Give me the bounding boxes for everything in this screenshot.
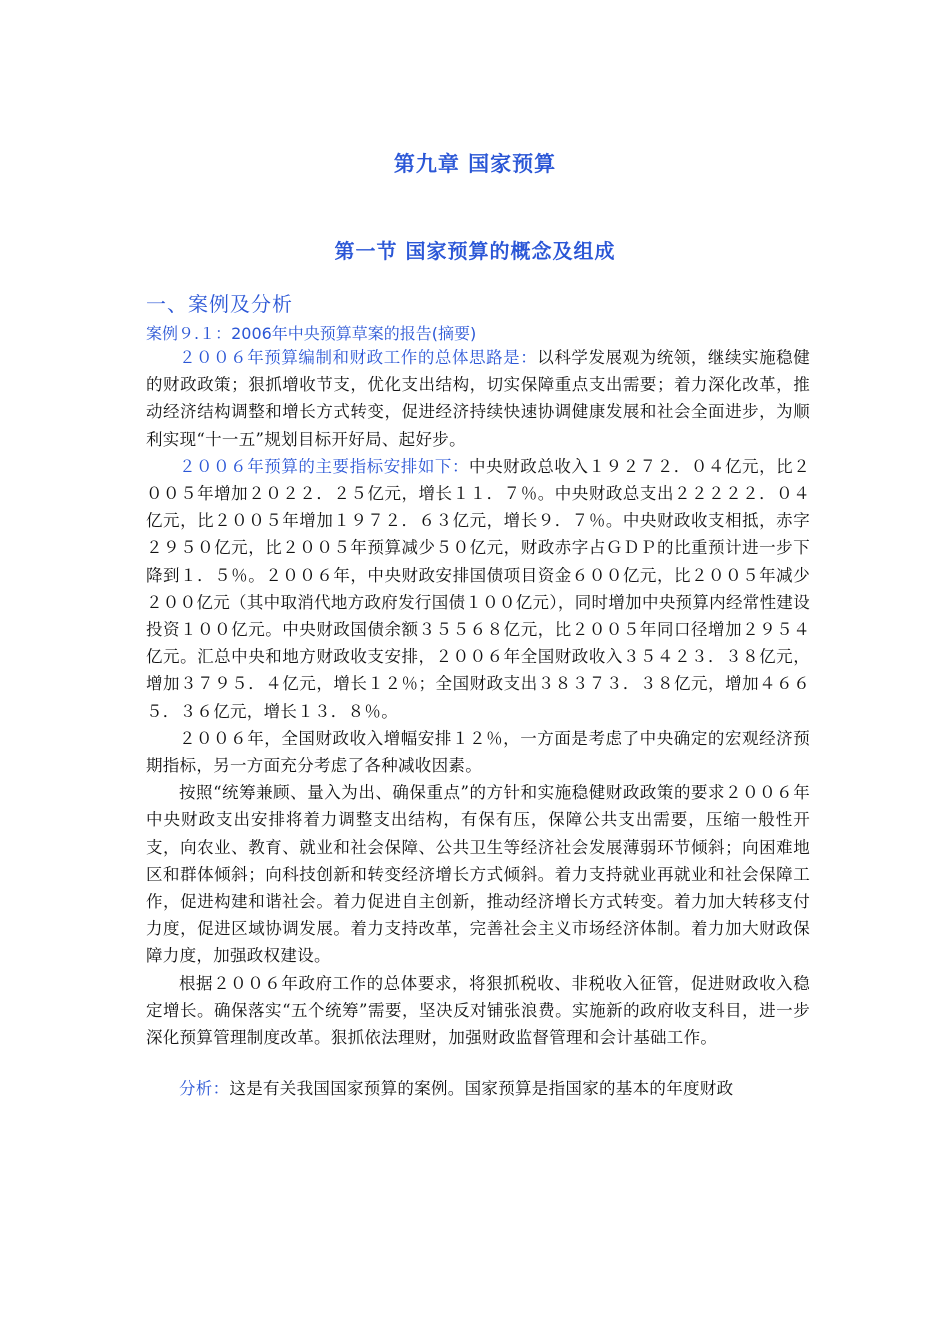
paragraph-4-text: 按照“统筹兼顾、量入为出、确保重点”的方针和实施稳健财政政策的要求２００６年中央财政支出安排将着力调整支出结构，有保有压，保障公共支出需要，压缩一般性开支，向农业、教育、就业和社会保障、公共卫生等经济社会发展薄弱环节倾斜；向困难地区和群体倾斜；向科技创新和转变经济增长方式倾斜。着力支持就业再就业和社会保障工作，促进构建和谐社会。着力促进自主创新，推动经济增长方式转变。着力加大转移支付力度，促进区域协调发展。着力支持改革，完善社会主义市场经济体制。着力加大财政保障力度，加强政权建设。: [146, 783, 810, 966]
spacer: [146, 1051, 810, 1075]
analysis-text: 这是有关我国国家预算的案例。国家预算是指国家的基本的年度财政: [229, 1079, 734, 1099]
chapter-title: 第九章 国家预算: [393, 152, 557, 176]
paragraph-1: [146, 344, 810, 453]
paragraph-1-lead: ２００６年预算编制和财政工作的总体思路是：: [179, 348, 538, 367]
case-title: 案例９.１：2006年中央预算草案的报告(摘要): [146, 324, 477, 343]
paragraph-2-lead: ２００６年预算的主要指标安排如下：: [179, 456, 470, 476]
paragraph-4: [146, 779, 810, 969]
section-title: 第一节 国家预算的概念及组成: [334, 239, 616, 263]
paragraph-3: [146, 725, 810, 779]
paragraph-3-text: ２００６年，全国财政收入增幅安排１２％，一方面是考虑了中央确定的宏观经济预期指标，另一方面充分考虑了各种减收因素。: [146, 728, 810, 776]
paragraph-1-text: 以科学发展观为统领，继续实施稳健的财政政策；狠抓增收节支，优化支出结构，切实保障重点支出需要；着力深化改革，推动经济结构调整和增长方式转变，促进经济持续快速协调健康发展和社会全面进步，为顺利实现“十一五”规划目标开好局、起好步。: [146, 348, 810, 449]
analysis-lead: 分析：: [179, 1079, 230, 1099]
analysis-paragraph: [146, 1075, 810, 1102]
heading: 一、案例及分析: [146, 292, 293, 316]
paragraph-5-text: 根据２００６年政府工作的总体要求，将狠抓税收、非税收入征管，促进财政收入稳定增长。确保落实“五个统筹”需要，坚决反对铺张浪费。实施新的政府收支科目，进一步深化预算管理制度改革。狠抓依法理财，加强财政监督管理和会计基础工作。: [146, 973, 810, 1048]
paragraph-5: [146, 970, 810, 1052]
body-text: [146, 344, 810, 1102]
paragraph-2: [146, 453, 810, 725]
paragraph-2-text: 中央财政总收入１９２７２．０４亿元，比２００５年增加２０２２．２５亿元，增长１１．７％。中央财政总支出２２２２２．０４亿元，比２００５年增加１９７２．６３亿元，增长９．７％。中央财政收支相抵，赤字２９５０亿元，比２００５年预算减少５０亿元，财政赤字占ＧＤＰ的比重预计进一步下降到１．５％。２００６年，中央财政安排国债项目资金６００亿元，比２００５年减少２００亿元（其中取消代地方政府发行国债１００亿元），同时增加中央预算内经常性建设投资１００亿元。中央财政国债余额３５５６８亿元，比２００５年同口径增加２９５４亿元。汇总中央和地方财政收支安排，２００６年全国财政收入３５４２３．３８亿元，增加３７９５．４亿元，增长１２％；全国财政支出３８３７３．３８亿元，增加４６６５．３６亿元，增长１３．８％。: [146, 456, 811, 721]
